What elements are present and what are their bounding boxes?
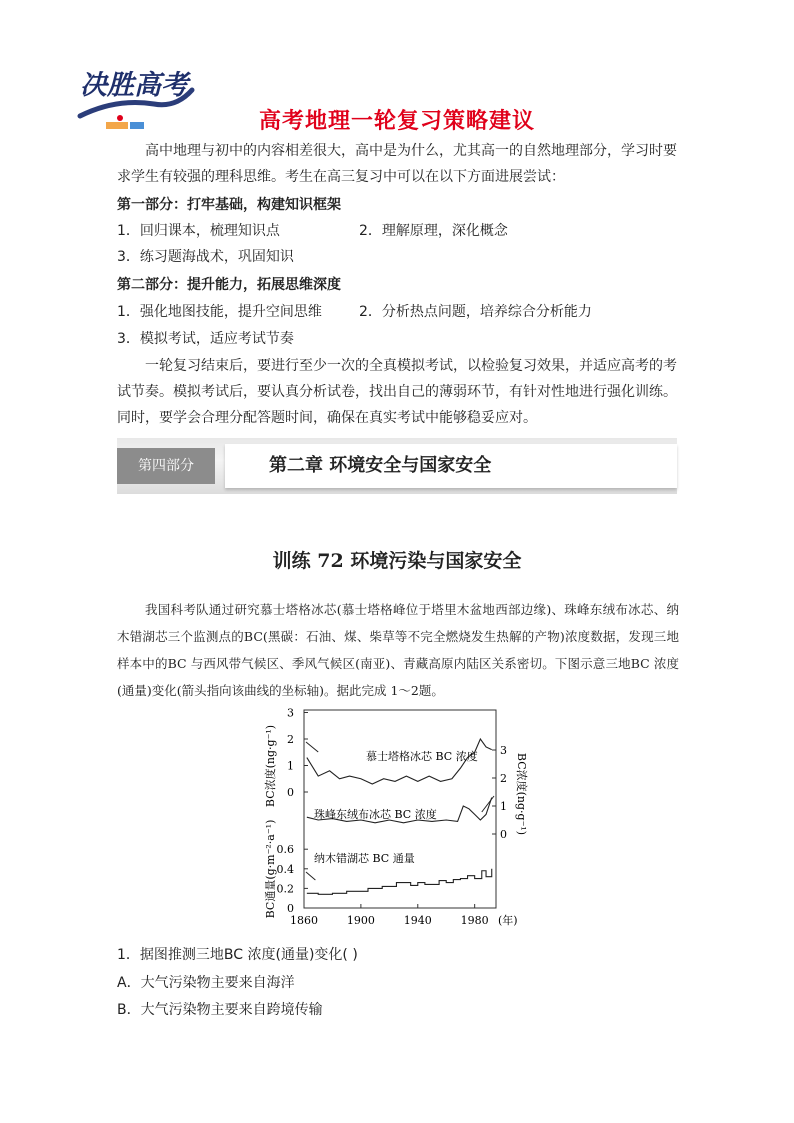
right-tick-label: 0: [500, 828, 507, 841]
right-tick-label: 1: [500, 800, 507, 813]
part1-heading: 第一部分：打牢基础，构建知识框架: [117, 197, 341, 213]
intro-paragraph: 高中地理与初中的内容相差很大，高中是为什么，尤其高一的自然地理部分，学习时要求学生有较强的理科思维。考生在高三复习中可以在以下方面进展尝试：: [117, 143, 677, 185]
summary-paragraph: 一轮复习结束后，要进行至少一次的全真模拟考试，以检验复习效果，并适应高考的考试节奏。模拟考试后，要认真分析试卷，找出自己的薄弱环节，有针对性地进行强化训练。同时，要学会合理分配答题时间，确保在真实考试中能够稳妥应对。: [117, 358, 677, 426]
part2-row1: [117, 299, 679, 325]
arrow-series-1: [306, 742, 318, 752]
right-tick-label: 2: [500, 772, 507, 785]
part1-item3: 3．练习题海战术，巩固知识: [117, 249, 294, 265]
banner-chapter-title: 第二章 环境安全与国家安全: [269, 455, 492, 476]
left-bottom-tick-label: 0: [287, 902, 294, 915]
section-title: 训练 72 环境污染与国家安全: [272, 550, 522, 572]
left-bottom-tick-label: 0.2: [276, 882, 294, 896]
series-label-2: 珠峰东绒布冰芯 BC 浓度: [314, 808, 437, 821]
banner-part-label: 第四部分: [117, 448, 215, 484]
part2-item2: 2．分析热点问题，培养综合分析能力: [359, 304, 592, 320]
right-axis-title: BC浓度(ng·g⁻¹): [515, 752, 528, 836]
x-tick-label: 1900: [346, 914, 375, 927]
part2-heading: 第二部分：提升能力，拓展思维深度: [117, 277, 341, 293]
series-line-3: [307, 869, 492, 894]
part1-item1: 1．回归课本，梳理知识点: [117, 223, 280, 239]
part2-item1: 1．强化地图技能，提升空间思维: [117, 304, 322, 320]
series-label-3: 纳木错湖芯 BC 通量: [314, 852, 415, 865]
left-bottom-axis-title: BC通量(g·m⁻²·a⁻¹): [264, 819, 277, 919]
bc-chart-svg: [262, 704, 528, 944]
logo-text: 决胜高考: [80, 70, 188, 101]
x-tick-label: 1940: [403, 914, 432, 927]
banner-chapter-box: [225, 444, 677, 488]
question1-option-a[interactable]: A．大气污染物主要来自海洋: [117, 975, 295, 991]
x-unit-label: (年): [498, 914, 518, 927]
part2-item3: 3．模拟考试，适应考试节奏: [117, 331, 294, 347]
left-top-axis-title: BC浓度(ng·g⁻¹): [264, 724, 277, 808]
question1-option-b[interactable]: B．大气污染物主要来自跨境传输: [117, 1002, 323, 1018]
left-top-tick-label: 3: [287, 706, 294, 720]
passage-text: 我国科考队通过研究慕士塔格冰芯(慕士塔格峰位于塔里木盆地西部边缘)、珠峰东绒布冰芯、纳木错湖芯三个监测点的BC(黑碳：石油、煤、柴草等不完全燃烧发生热解的产物)浓度数据，发现三地样本中的BC 与西风带气候区、季风气候区(南亚)、青藏高原内陆区关系密切。下图示意三地BC 浓度(通量)变化(箭头指向该曲线的坐标轴)。据此完成 1～2题。: [117, 602, 679, 698]
left-top-tick-label: 0: [287, 786, 294, 799]
part1-item2: 2．理解原理，深化概念: [359, 223, 508, 239]
left-top-tick-label: 1: [287, 759, 294, 773]
page-title: 高考地理一轮复习策略建议: [258, 109, 535, 134]
left-bottom-tick-label: 0.6: [276, 843, 294, 857]
left-top-tick-label: 2: [287, 733, 294, 746]
series-label-1: 慕士塔格冰芯 BC 浓度: [366, 750, 478, 763]
question1-stem: 1．据图推测三地BC 浓度(通量)变化( ): [117, 947, 358, 963]
right-tick-label: 3: [500, 744, 507, 757]
left-bottom-tick-label: 0.4: [276, 862, 294, 876]
x-tick-label: 1860: [290, 914, 318, 927]
part1-row1: [117, 218, 679, 244]
x-tick-label: 1980: [460, 914, 489, 927]
chapter-banner: [117, 438, 677, 494]
bc-chart: [262, 704, 528, 944]
arrow-series-3: [306, 872, 315, 880]
